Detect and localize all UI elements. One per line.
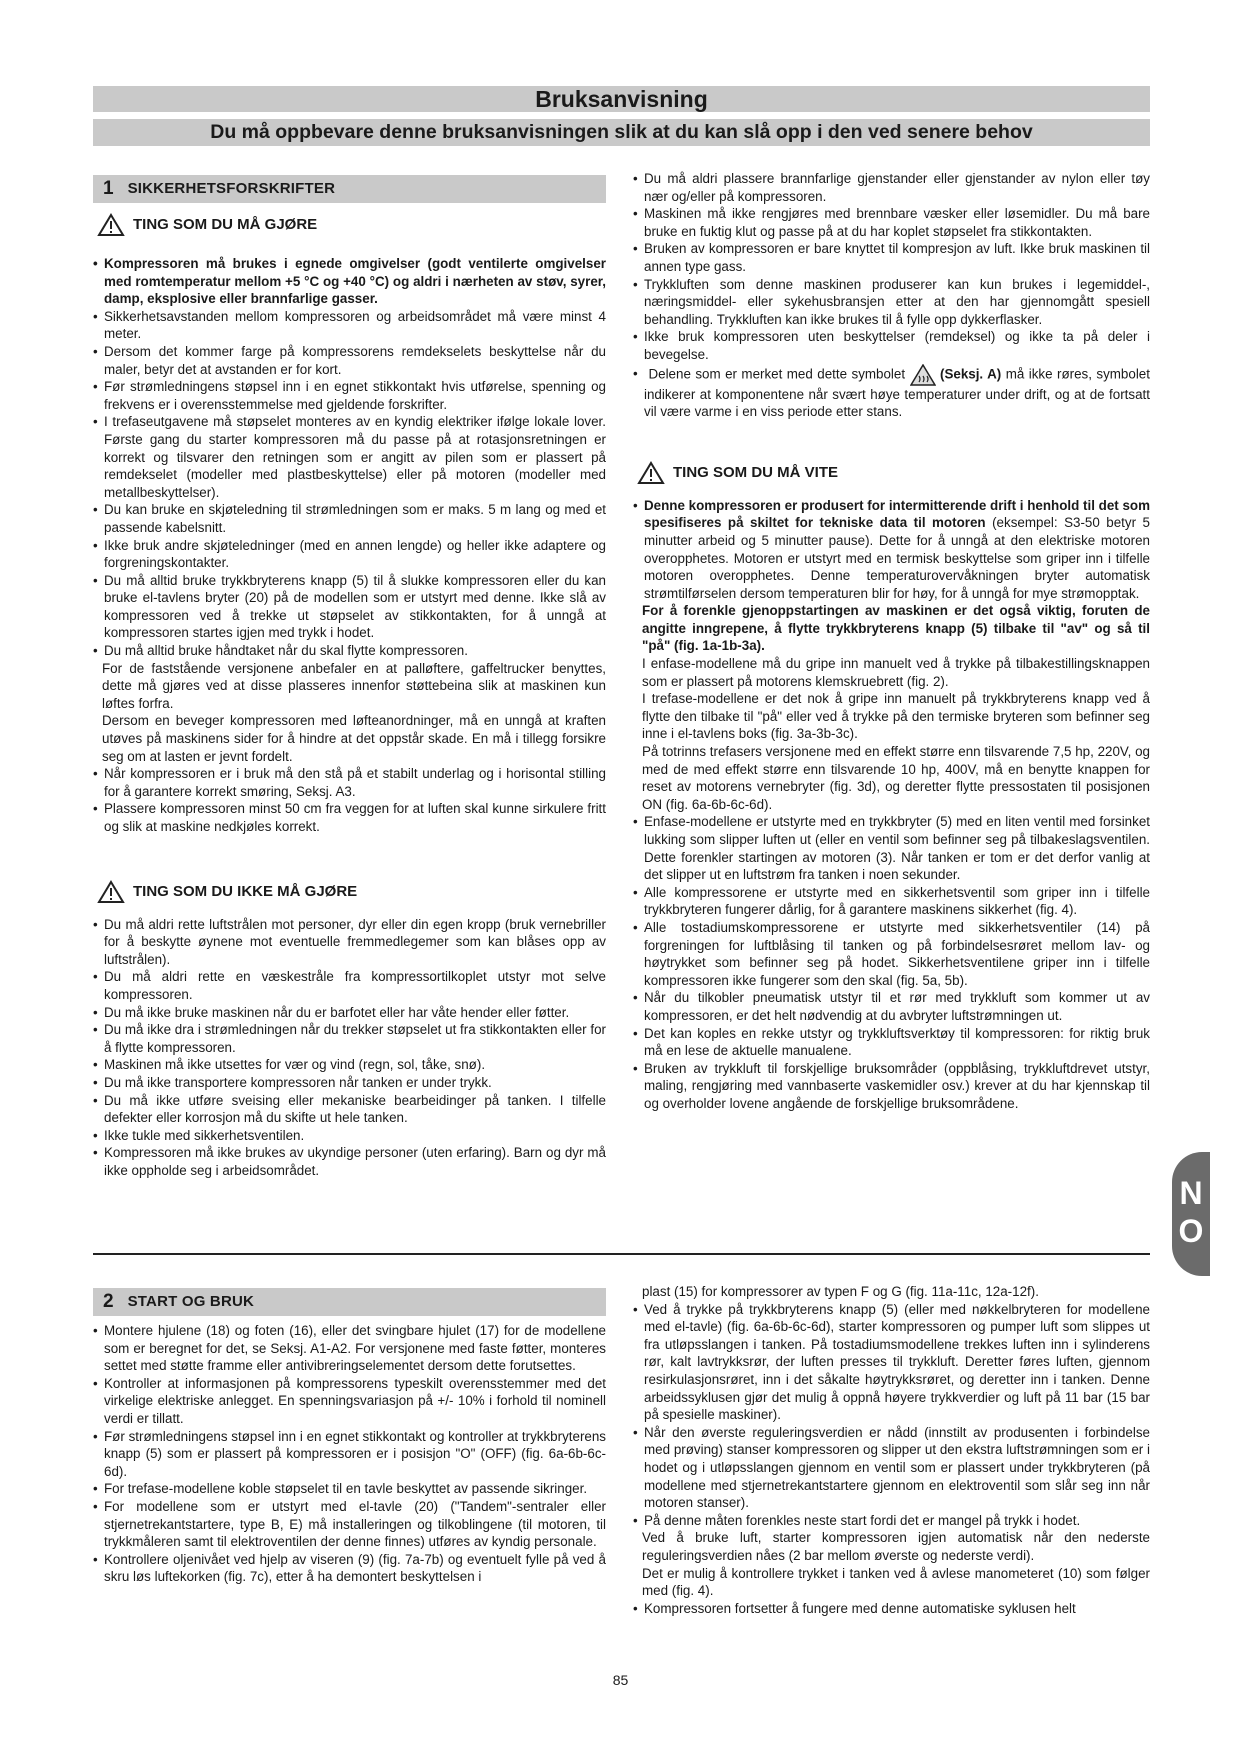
warning-icon [637,461,665,485]
list-item: • Du må ikke transportere kompressoren når tanken er under trykk. [93,1074,606,1092]
list-item: • Alle tostadiumskompressorene er utstyrte med sikkerhetsventiler (14) på forgreningen for luftblåsing til tanken og på forbindelsesrøret mellom lav- og høytrykket som befinner seg på hodet. Sikkerhetsventilene griper inn i tilfelle kompressoren ikke fungerer som den skal (fig. 5a, 5b). [633,919,1150,989]
list-item: • Sikkerhetsavstanden mellom kompressoren og arbeidsområdet må være minst 4 meter. [93,308,606,343]
must-not-heading-text: TING SOM DU IKKE MÅ GJØRE [133,882,358,900]
symbol-section-ref: (Seksj. A) [939,366,1002,382]
paragraph: I enfase-modellene må du gripe inn manuelt ved å trykke på tilbakestillingsknappen som er plassert på motorens klemskruebrett (fig. 2). [642,656,1150,689]
list-item: • Du kan bruke en skjøteledning til strømledningen som er maks. 5 m lang og med et passende kabelsnitt. [93,501,606,536]
section2-left-column [93,1288,606,1586]
list-item: • Maskinen må ikke rengjøres med brennbare væsker eller løsemidler. Du må bare bruke en fuktig klut og passe på at du har koplet støpselet fra stikkontakten. [633,205,1150,240]
list-item: • Bruken av kompressoren er bare knyttet til kompresjon av luft. Ikke bruk maskinen til annen type gass. [633,240,1150,275]
section2-heading [93,1288,606,1316]
list-item: • Når den øverste reguleringsverdien er nådd (innstilt av produsenten i forbindelse med prøving) stanser kompressoren og slipper ut den ekstra luftstrømningen som er i hodet og i utløpsslangen gjennom en ventil som er plassert under trykkbryteren (på modellene med stjernetrekantstartere gjennom en elektroventil som slår seg inn når motoren stanser). [633,1424,1150,1512]
language-tab [1172,1152,1210,1276]
list-item: • På denne måten forenkles neste start fordi det er mangel på trykk i hodet. [633,1512,1150,1530]
paragraph: For å forenkle gjenoppstartingen av maskinen er det også viktig, foruten de angitte inngrepene, å flytte trykkbryterens knapp (5) tilbake til "av" og så til "på" (fig. 1a-1b-3a). [642,603,1150,654]
list-item: • Det kan koples en rekke utstyr og trykkluftsverktøy til kompressoren: for riktig bruk må en lese de aktuelle manualene. [633,1025,1150,1060]
symbol-text-after: må ikke røres, symbolet indikerer at komponentene når svært høye temperaturer under drift, og at de fortsatt vil være varme i en viss periode etter stans. [644,366,1150,420]
paragraph: Dersom en beveger kompressoren med løfteanordninger, må en unngå at kraften utøves på maskinens sider for å hindre at det oppstår skade. En må i tillegg forsikre seg om at lasten er jevnt fordelt. [102,713,606,764]
section2-number: 2 [103,1291,114,1313]
list-item: • Ikke tukle med sikkerhetsventilen. [93,1127,606,1145]
list-item: • For modellene som er utstyrt med el-tavle (20) ("Tandem"-sentraler eller stjernetrekantstartere, type B, E) må installeringen og tilkoblingene (til motoren, til trykkmåleren samt til elektroventilen der denne finnes) utføres av kyndig personale. [93,1498,606,1551]
must-do-heading-text: TING SOM DU MÅ GJØRE [133,216,318,234]
paragraph: For de faststående versjonene anbefaler en at palløftere, gaffeltrucker benyttes, dette må gjøres ved at disse plasseres innenfor støttebeina slik at maskinen kun løftes forfra. [102,660,606,711]
section2-title: START OG BRUK [127,1293,255,1311]
list-item: • Kompressoren fortsetter å fungere med denne automatiske syklusen helt [633,1600,1150,1618]
page-subtitle: Du må oppbevare denne bruksanvisningen slik at du kan slå opp i den ved senere behov [93,119,1150,146]
symbol-text-before: Delene som er merket med dette symbolet [648,366,906,382]
list-item: • Ikke bruk kompressoren uten beskyttelser (remdeksel) og ikke ta på deler i bevegelse. [633,328,1150,363]
list-item [633,497,1150,603]
must-know-heading-text: TING SOM DU MÅ VITE [673,463,838,481]
list-item: • Maskinen må ikke utsettes for vær og vind (regn, sol, tåke, snø). [93,1056,606,1074]
language-tab-letter: O [1178,1213,1204,1249]
paragraph: Det er mulig å kontrollere trykket i tanken ved å avlese manometeret (10) som følger med (fig. 4). [642,1565,1150,1599]
section1-left-column [93,175,606,1180]
section1-title: SIKKERHETSFORSKRIFTER [127,180,336,198]
list-item: • Dersom det kommer farge på kompressorens remdekselets beskyttelse når du maler, betyr det at avstanden er for kort. [93,343,606,378]
list-item-symbol [633,364,1150,421]
list-item: • Kontrollere oljenivået ved hjelp av viseren (9) (fig. 7a-7b) og eventuelt fylle på ved å skru løs luftekorken (fig. 7c), etter å ha demontert beskyttelsen i [93,1551,606,1586]
list-item: • Bruken av trykkluft til forskjellige bruksområder (oppblåsing, trykkluftdrevet utstyr, maling, rengjøring med vannbaserte vaskemidler osv.) krever at du har kjennskap til og overholder lovene angående de forskjellige bruksområdene. [633,1060,1150,1113]
list-item: • Trykkluften som denne maskinen produserer kan kun brukes i legemiddel-, næringsmiddel- eller sykehusbransjen etter at den har gjennomgått spesiell behandling. Trykkluften kan ikke brukes til å fylle opp dykkerflasker. [633,276,1150,329]
list-item: • Kontroller at informasjonen på kompressorens typeskilt overensstemmer med det virkelige elektriske anlegget. En spenningsvariasjon på +/- 10% i forhold til nominell verdi er tillatt. [93,1375,606,1428]
list-item: • For trefase-modellene koble støpselet til en tavle beskyttet av passende sikringer. [93,1480,606,1498]
section1-right-column [633,170,1150,1113]
section2-right-column [633,1283,1150,1617]
warning-icon [97,880,125,904]
list-item: • Du må ikke dra i strømledningen når du trekker støpselet ut fra stikkontakten eller for å flytte kompressoren. [93,1021,606,1056]
must-know-heading [637,461,1150,485]
list-item: • Ikke bruk andre skjøteledninger (med en annen lengde) og heller ikke adaptere og forgreningskontakter. [93,537,606,572]
must-know-intro-bold: Denne kompressoren er produsert for intermitterende drift i henhold til det som spesifiseres på skiltet for tekniske data til motoren [644,497,1150,531]
page-title: Bruksanvisning [93,86,1150,112]
list-item: • Du må alltid bruke trykkbryterens knapp (5) til å slukke kompressoren eller du kan bruke el-tavlens bryter (20) på de modellen som er utstyrt med denne. Ikke slå av kompressoren ved å trekke ut støpselet av stikkontakten, for å unngå at kompressoren startes igjen med trykk i hodet. [93,572,606,642]
list-item: • Kompressoren må brukes i egnede omgivelser (godt ventilerte omgivelser med romtemperatur mellom +5 °C og +40 °C) og aldri i nærheten av støv, syrer, damp, eksplosive eller brannfarlige gasser. [93,255,606,308]
list-item: • Du må aldri plassere brannfarlige gjenstander eller gjenstander av nylon eller tøy nær og/eller på kompressoren. [633,170,1150,205]
list-item: • Kompressoren må ikke brukes av ukyndige personer (uten erfaring). Barn og dyr må ikke oppholde seg i arbeidsområdet. [93,1144,606,1179]
paragraph: Ved å bruke luft, starter kompressoren igjen automatisk når den nederste reguleringsverdien nåes (2 bar mellom øverste og nederste verdi). [642,1530,1150,1563]
must-not-heading [97,880,606,904]
list-item: • I trefaseutgavene må støpselet monteres av en kyndig elektriker ifølge lokale lover. Første gang du starter kompressoren må du passe på at rotasjonsretningen er korrekt og tilsvarer den retningen som er angitt av pilen som er plassert på remdekselet (modeller med plastbeskyttelse) eller på motoren (modeller med metallbeskyttelser). [93,413,606,501]
page-number: 85 [612,1672,629,1688]
list-item: • Du må ikke bruke maskinen når du er barfotet eller har våte hender eller føtter. [93,1004,606,1022]
list-item: • Ved å trykke på trykkbryterens knapp (5) (eller med nøkkelbryteren for modellene med el-tavle) (fig. 6a-6b-6c-6d), starter kompressoren og pumper luft som slippes ut fra utløpsslangen i tanken. På tostadiumsmodellene trekkes luften inn i sylinderens rør, kalt lavtrykksrør, der luften presses til trykkluft. Deretter føres luften, gjennom resirkulasjonsrøret, inn i det såkalte høytrykksrøret, og deretter inn i tanken. Denne arbeidssyklusen gjør det mulig å oppnå høyere trykkverdier og luft på 11 bar (15 bar på spesielle maskiner). [633,1301,1150,1424]
list-item: • Når du tilkobler pneumatisk utstyr til et rør med trykkluft som kommer ut av kompressoren, er det helt nødvendig at du avbryter luftstrømningen ut. [633,989,1150,1024]
list-item: • Alle kompressorene er utstyrte med en sikkerhetsventil som griper inn i tilfelle trykkbryteren fungerer dårlig, for å garantere maskinens sikkerhet (fig. 4). [633,884,1150,919]
list-item: • Du må aldri rette luftstrålen mot personer, dyr eller din egen kropp (bruk vernebriller for å beskytte øynene mot eventuelle fremmedlegemer som kan blåses opp av luftstrålen). [93,916,606,969]
section-divider [93,1253,1150,1255]
must-know-intro-rest: (eksempel: S3-50 betyr 5 minutter arbeid og 5 minutter pause). Dette for å unngå at den elektriske motoren overopphetes. Motoren er utstyrt med en termisk beskyttelse som griper inn i tilfelle motoren overopphetes. Denne temperaturovervåkningen bryter automatisk strømtilførselen dersom temperaturen blir for høy, for å unngå for mye strømopptak. [644,515,1150,601]
must-do-heading [97,213,606,237]
list-item: • Enfase-modellene er utstyrte med en trykkbryter (5) med en liten ventil med forsinket lukking som slipper luften ut (eller en ventil som befinner seg på tilbakeslagsventilen. Dette forenkler startingen av motoren (3). Når tanken er tom er det derfor vanlig at det slipper ut en luftstrøm fra tanken i noen sekunder. [633,813,1150,883]
paragraph: På totrinns trefasers versjonene med en effekt større enn tilsvarende 7,5 hp, 220V, og med de med effekt større enn tilsvarende 10 hp, 400V, må en benytte knappen for reset av motorens vernebryter (fig. 3d), og deretter flytte pressostaten til posisjonen ON (fig. 6a-6b-6c-6d). [642,744,1150,812]
section1-number: 1 [103,178,114,200]
hot-surface-icon [910,364,936,386]
list-item: • Plassere kompressoren minst 50 cm fra veggen for at luften skal kunne sirkulere fritt og slik at maskine nedkjøles korrekt. [93,800,606,835]
list-item: • Du må alltid bruke håndtaket når du skal flytte kompressoren. [93,642,606,660]
language-tab-letter: N [1179,1175,1203,1211]
paragraph: plast (15) for kompressorer av typen F og G (fig. 11a-11c, 12a-12f). [642,1284,1039,1299]
section1-heading [93,175,606,203]
warning-icon [97,213,125,237]
paragraph: I trefase-modellene er det nok å gripe inn manuelt på trykkbryterens knapp ved å flytte den tilbake til "på" eller ved å trykke på den termiske bryteren som befinner seg inne i el-tavlens boks (fig. 3a-3b-3c). [642,691,1150,742]
list-item: • Montere hjulene (18) og foten (16), eller det svingbare hjulet (17) for de modellene som er beregnet for det, se Seksj. A1-A2. For versjonene med faste føtter, monteres settet med støtte framme eller antivibreringselementet dersom dette forutsettes. [93,1322,606,1375]
list-item: • Når kompressoren er i bruk må den stå på et stabilt underlag og i horisontal stilling for å garantere korrekt smøring, Seksj. A3. [93,765,606,800]
list-item: • Du må aldri rette en væskestråle fra kompressortilkoplet utstyr mot selve kompressoren. [93,968,606,1003]
list-item: • Før strømledningens støpsel inn i en egnet stikkontakt hvis utførelse, spenning og frekvens er i overensstemmelse med gjeldende forskrifter. [93,378,606,413]
list-item: • Før strømledningens støpsel inn i en egnet stikkontakt og kontroller at trykkbryterens knapp (5) som er plassert på kompressoren er i posisjon "O" (OFF) (fig. 6a-6b-6c-6d). [93,1428,606,1481]
list-item: • Du må ikke utføre sveising eller mekaniske bearbeidinger på tanken. I tilfelle defekter eller korrosjon må du skifte ut hele tanken. [93,1092,606,1127]
